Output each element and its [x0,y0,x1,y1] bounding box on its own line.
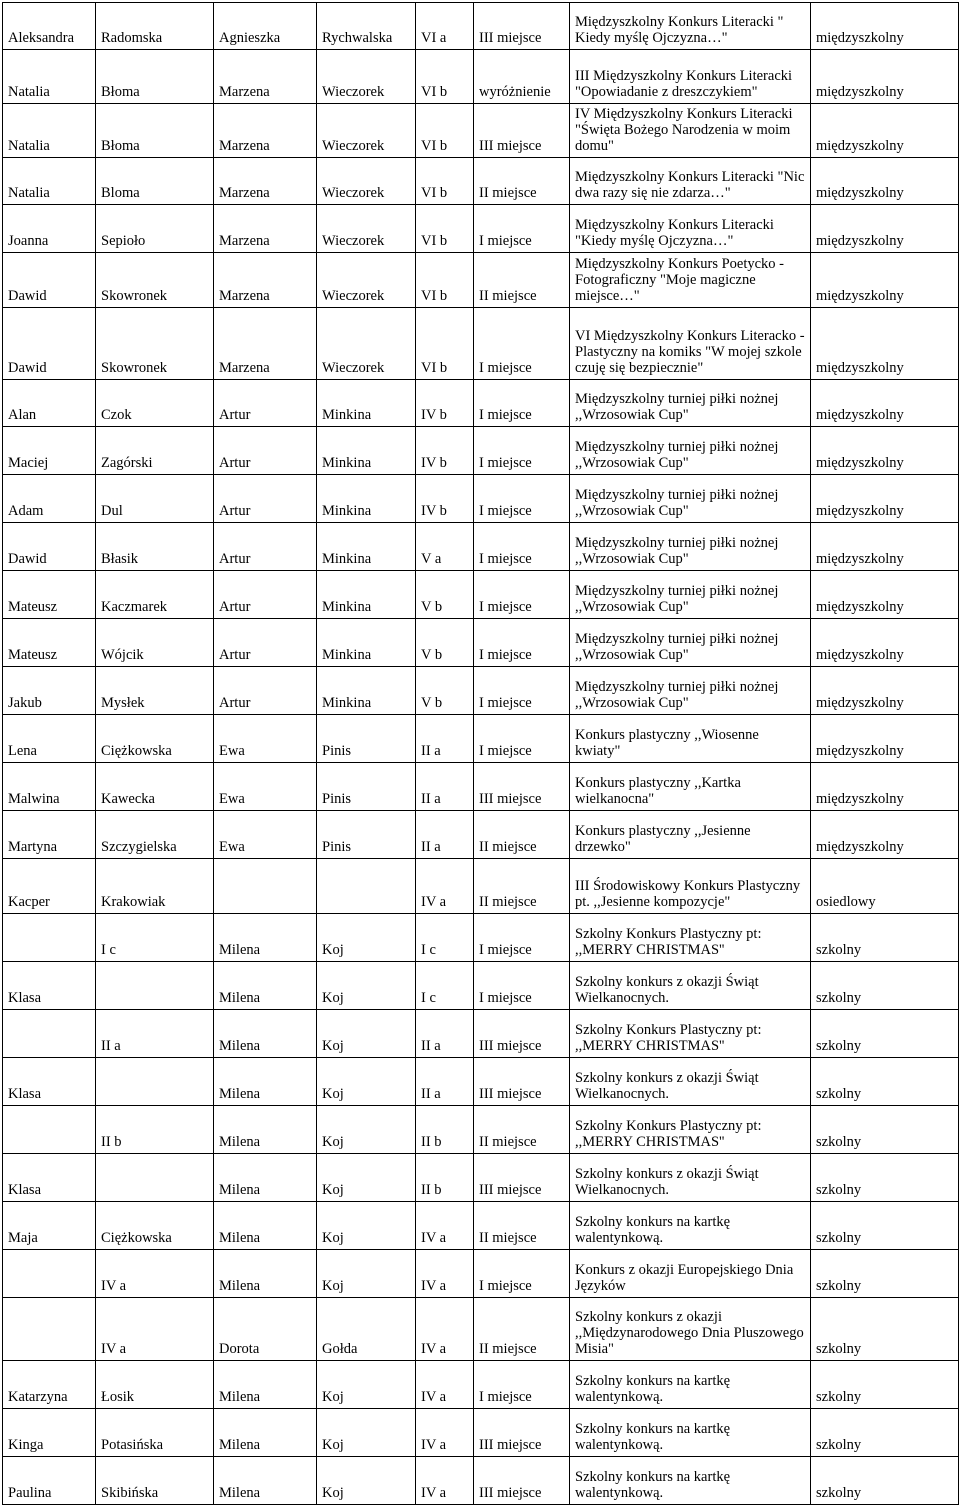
student-last-name: Bloma [96,158,214,205]
place-cell: I miejsce [474,914,570,962]
teacher-last-name: Minkina [317,667,416,715]
level-cell: międzyszkolny [811,715,959,763]
table-row [3,1409,959,1457]
teacher-first-name: Artur [214,427,317,475]
class-cell: IV a [416,1298,474,1361]
table-row [3,1106,959,1154]
competition-cell: Międzyszkolny turniej piłki nożnej ,,Wrzosowiak Cup" [570,475,811,523]
teacher-first-name: Milena [214,1058,317,1106]
competition-cell: Konkurs plastyczny ,,Jesienne drzewko" [570,811,811,859]
place-cell: III miejsce [474,1457,570,1505]
class-cell: VI a [416,3,474,50]
teacher-last-name: Minkina [317,475,416,523]
student-last-name: Skibińska [96,1457,214,1505]
student-last-name: Kawecka [96,763,214,811]
competition-cell: Międzyszkolny turniej piłki nożnej ,,Wrzosowiak Cup" [570,619,811,667]
place-cell: I miejsce [474,380,570,427]
teacher-last-name: Minkina [317,571,416,619]
table-row [3,1298,959,1361]
level-cell: międzyszkolny [811,308,959,380]
teacher-last-name: Koj [317,1010,416,1058]
level-cell: szkolny [811,1457,959,1505]
teacher-last-name: Wieczorek [317,205,416,253]
competition-cell: Konkurs plastyczny ,,Kartka wielkanocna" [570,763,811,811]
student-last-name: Krakowiak [96,859,214,914]
place-cell: II miejsce [474,158,570,205]
student-first-name: Joanna [3,205,96,253]
table-row [3,1457,959,1505]
competition-cell: Międzyszkolny turniej piłki nożnej ,,Wrzosowiak Cup" [570,427,811,475]
student-first-name: Mateusz [3,619,96,667]
competition-cell: IV Międzyszkolny Konkurs Literacki "Święta Bożego Narodzenia w moim domu" [570,104,811,158]
table-row [3,1010,959,1058]
results-body [3,3,959,1505]
class-cell: II b [416,1154,474,1202]
level-cell: międzyszkolny [811,104,959,158]
place-cell: I miejsce [474,667,570,715]
place-cell: II miejsce [474,1106,570,1154]
competition-cell: Międzyszkolny turniej piłki nożnej ,,Wrzosowiak Cup" [570,380,811,427]
competition-cell: Szkolny Konkurs Plastyczny pt: ,,MERRY CHRISTMAS'' [570,1106,811,1154]
table-row [3,619,959,667]
student-last-name: Potasińska [96,1409,214,1457]
place-cell: wyróżnienie [474,50,570,104]
student-last-name: Mysłek [96,667,214,715]
student-first-name: Maciej [3,427,96,475]
student-last-name: Radomska [96,3,214,50]
level-cell: międzyszkolny [811,253,959,308]
competition-cell: Międzyszkolny Konkurs Poetycko - Fotograficzny "Moje magiczne miejsce…" [570,253,811,308]
student-first-name [3,1298,96,1361]
student-last-name: Czok [96,380,214,427]
place-cell: III miejsce [474,1409,570,1457]
class-cell: II a [416,763,474,811]
level-cell: międzyszkolny [811,50,959,104]
student-first-name: Dawid [3,253,96,308]
teacher-last-name: Minkina [317,523,416,571]
class-cell: IV a [416,1361,474,1409]
teacher-last-name: Koj [317,1106,416,1154]
student-last-name: Błasik [96,523,214,571]
teacher-last-name [317,859,416,914]
student-last-name: Skowronek [96,308,214,380]
table-row [3,380,959,427]
level-cell: międzyszkolny [811,667,959,715]
level-cell: międzyszkolny [811,380,959,427]
teacher-first-name: Marzena [214,205,317,253]
table-row [3,1154,959,1202]
competition-cell: Międzyszkolny Konkurs Literacki "Nic dwa razy się nie zdarza…" [570,158,811,205]
level-cell: międzyszkolny [811,619,959,667]
teacher-first-name: Ewa [214,715,317,763]
class-cell: IV a [416,1409,474,1457]
student-first-name: Kinga [3,1409,96,1457]
class-cell: IV a [416,1202,474,1250]
place-cell: I miejsce [474,427,570,475]
class-cell: I c [416,962,474,1010]
student-first-name: Natalia [3,50,96,104]
table-row [3,475,959,523]
level-cell: szkolny [811,1154,959,1202]
teacher-first-name: Milena [214,1409,317,1457]
competition-cell: Szkolny konkurs z okazji Świąt Wielkanocnych. [570,962,811,1010]
level-cell: międzyszkolny [811,3,959,50]
class-cell: VI b [416,158,474,205]
class-cell: VI b [416,205,474,253]
place-cell: II miejsce [474,253,570,308]
place-cell: III miejsce [474,104,570,158]
table-row [3,859,959,914]
teacher-first-name: Dorota [214,1298,317,1361]
student-last-name: Szczygielska [96,811,214,859]
table-row [3,811,959,859]
teacher-first-name: Ewa [214,763,317,811]
student-last-name: Kaczmarek [96,571,214,619]
student-first-name: Natalia [3,158,96,205]
level-cell: szkolny [811,962,959,1010]
table-row [3,523,959,571]
table-row [3,571,959,619]
teacher-first-name: Milena [214,1154,317,1202]
competition-cell: Szkolny konkurs na kartkę walentynkową. [570,1361,811,1409]
place-cell: I miejsce [474,1361,570,1409]
teacher-first-name: Marzena [214,104,317,158]
student-last-name: Łosik [96,1361,214,1409]
class-cell: IV b [416,475,474,523]
table-row [3,104,959,158]
teacher-first-name: Milena [214,1457,317,1505]
student-last-name [96,962,214,1010]
place-cell: III miejsce [474,1154,570,1202]
competition-cell: Międzyszkolny turniej piłki nożnej ,,Wrzosowiak Cup" [570,667,811,715]
table-row [3,962,959,1010]
teacher-first-name: Marzena [214,253,317,308]
student-first-name: Lena [3,715,96,763]
teacher-first-name: Marzena [214,158,317,205]
competition-cell: Międzyszkolny Konkurs Literacki " Kiedy myślę Ojczyzna…" [570,3,811,50]
class-cell: IV b [416,427,474,475]
teacher-last-name: Wieczorek [317,158,416,205]
competition-cell: Międzyszkolny turniej piłki nożnej ,,Wrzosowiak Cup" [570,571,811,619]
teacher-first-name: Milena [214,1250,317,1298]
place-cell: I miejsce [474,962,570,1010]
student-first-name [3,1010,96,1058]
class-cell: VI b [416,253,474,308]
place-cell: I miejsce [474,523,570,571]
student-last-name: Ciężkowska [96,1202,214,1250]
teacher-first-name: Artur [214,380,317,427]
table-row [3,3,959,50]
teacher-first-name: Milena [214,1202,317,1250]
class-cell: V b [416,619,474,667]
student-first-name: Klasa [3,962,96,1010]
teacher-first-name: Artur [214,475,317,523]
student-first-name: Jakub [3,667,96,715]
student-last-name: Dul [96,475,214,523]
level-cell: szkolny [811,1058,959,1106]
teacher-first-name: Artur [214,523,317,571]
level-cell: szkolny [811,1250,959,1298]
student-first-name: Alan [3,380,96,427]
student-first-name: Klasa [3,1058,96,1106]
teacher-first-name: Ewa [214,811,317,859]
place-cell: III miejsce [474,1058,570,1106]
student-last-name: Skowronek [96,253,214,308]
class-cell: II a [416,715,474,763]
teacher-last-name: Gołda [317,1298,416,1361]
table-row [3,667,959,715]
class-cell: VI b [416,50,474,104]
class-cell: V a [416,523,474,571]
class-cell: I c [416,914,474,962]
competition-cell: VI Międzyszkolny Konkurs Literacko - Plastyczny na komiks "W mojej szkole czuję się bezpiecznie" [570,308,811,380]
student-last-name: Zagórski [96,427,214,475]
class-cell: II a [416,811,474,859]
competition-cell: Konkurs z okazji Europejskiego Dnia Języków [570,1250,811,1298]
teacher-first-name: Milena [214,1010,317,1058]
teacher-last-name: Minkina [317,427,416,475]
student-first-name [3,1106,96,1154]
table-row [3,158,959,205]
class-cell: IV b [416,380,474,427]
level-cell: międzyszkolny [811,205,959,253]
place-cell: I miejsce [474,475,570,523]
level-cell: szkolny [811,1106,959,1154]
table-row [3,715,959,763]
level-cell: szkolny [811,1298,959,1361]
teacher-first-name: Milena [214,914,317,962]
student-first-name: Malwina [3,763,96,811]
competition-cell: Międzyszkolny Konkurs Literacki "Kiedy myślę Ojczyzna…" [570,205,811,253]
teacher-last-name: Pinis [317,763,416,811]
teacher-first-name: Artur [214,571,317,619]
student-first-name: Aleksandra [3,3,96,50]
student-last-name [96,1058,214,1106]
class-cell: IV a [416,1457,474,1505]
teacher-first-name: Milena [214,1106,317,1154]
teacher-first-name: Marzena [214,50,317,104]
table-row [3,308,959,380]
student-last-name: Błoma [96,104,214,158]
student-first-name: Natalia [3,104,96,158]
student-last-name: II b [96,1106,214,1154]
student-last-name: Ciężkowska [96,715,214,763]
level-cell: międzyszkolny [811,763,959,811]
teacher-first-name: Marzena [214,308,317,380]
student-first-name [3,914,96,962]
student-first-name: Dawid [3,308,96,380]
teacher-last-name: Minkina [317,380,416,427]
competition-cell: Szkolny Konkurs Plastyczny pt: ,,MERRY CHRISTMAS'' [570,914,811,962]
table-row [3,50,959,104]
level-cell: szkolny [811,1361,959,1409]
place-cell: I miejsce [474,715,570,763]
teacher-last-name: Minkina [317,619,416,667]
table-row [3,1361,959,1409]
student-first-name: Klasa [3,1154,96,1202]
student-last-name: I c [96,914,214,962]
student-last-name: IV a [96,1298,214,1361]
teacher-last-name: Koj [317,1361,416,1409]
student-last-name [96,1154,214,1202]
student-last-name: Błoma [96,50,214,104]
student-last-name: Wójcik [96,619,214,667]
student-first-name: Paulina [3,1457,96,1505]
student-first-name: Maja [3,1202,96,1250]
student-last-name: Sepioło [96,205,214,253]
place-cell: II miejsce [474,859,570,914]
results-table [2,2,959,1505]
table-row [3,1250,959,1298]
student-first-name [3,1250,96,1298]
table-row [3,1058,959,1106]
teacher-first-name [214,859,317,914]
class-cell: IV a [416,1250,474,1298]
class-cell: IV a [416,859,474,914]
level-cell: szkolny [811,1409,959,1457]
class-cell: V b [416,571,474,619]
place-cell: I miejsce [474,205,570,253]
teacher-last-name: Pinis [317,715,416,763]
student-first-name: Mateusz [3,571,96,619]
teacher-last-name: Koj [317,962,416,1010]
table-row [3,914,959,962]
table-row [3,253,959,308]
teacher-first-name: Artur [214,667,317,715]
teacher-last-name: Koj [317,1250,416,1298]
level-cell: szkolny [811,1202,959,1250]
competition-cell: Szkolny konkurs na kartkę walentynkową. [570,1409,811,1457]
student-first-name: Katarzyna [3,1361,96,1409]
level-cell: międzyszkolny [811,523,959,571]
teacher-last-name: Koj [317,1154,416,1202]
class-cell: II a [416,1058,474,1106]
class-cell: V b [416,667,474,715]
teacher-last-name: Wieczorek [317,50,416,104]
teacher-last-name: Koj [317,914,416,962]
level-cell: międzyszkolny [811,427,959,475]
competition-cell: III Międzyszkolny Konkurs Literacki "Opowiadanie z dreszczykiem" [570,50,811,104]
teacher-last-name: Koj [317,1058,416,1106]
competition-cell: Konkurs plastyczny ,,Wiosenne kwiaty" [570,715,811,763]
student-last-name: IV a [96,1250,214,1298]
place-cell: III miejsce [474,3,570,50]
competition-cell: Międzyszkolny turniej piłki nożnej ,,Wrzosowiak Cup" [570,523,811,571]
class-cell: VI b [416,308,474,380]
class-cell: II b [416,1106,474,1154]
teacher-last-name: Rychwalska [317,3,416,50]
competition-cell: Szkolny konkurs z okazji ,,Międzynarodowego Dnia Pluszowego Misia" [570,1298,811,1361]
table-row [3,427,959,475]
teacher-last-name: Koj [317,1202,416,1250]
teacher-first-name: Artur [214,619,317,667]
level-cell: osiedlowy [811,859,959,914]
level-cell: szkolny [811,914,959,962]
teacher-last-name: Pinis [317,811,416,859]
table-row [3,763,959,811]
teacher-last-name: Wieczorek [317,253,416,308]
place-cell: I miejsce [474,1250,570,1298]
competition-cell: III Środowiskowy Konkurs Plastyczny pt. ,,Jesienne kompozycje" [570,859,811,914]
level-cell: międzyszkolny [811,158,959,205]
student-last-name: II a [96,1010,214,1058]
place-cell: I miejsce [474,571,570,619]
competition-cell: Szkolny konkurs na kartkę walentynkową. [570,1457,811,1505]
teacher-first-name: Agnieszka [214,3,317,50]
place-cell: I miejsce [474,308,570,380]
place-cell: I miejsce [474,619,570,667]
place-cell: III miejsce [474,1010,570,1058]
class-cell: VI b [416,104,474,158]
level-cell: międzyszkolny [811,475,959,523]
student-first-name: Adam [3,475,96,523]
teacher-last-name: Koj [317,1457,416,1505]
place-cell: II miejsce [474,1202,570,1250]
student-first-name: Martyna [3,811,96,859]
teacher-first-name: Milena [214,1361,317,1409]
student-first-name: Kacper [3,859,96,914]
competition-cell: Szkolny konkurs na kartkę walentynkową. [570,1202,811,1250]
competition-cell: Szkolny Konkurs Plastyczny pt: ,,MERRY CHRISTMAS'' [570,1010,811,1058]
level-cell: międzyszkolny [811,571,959,619]
competition-cell: Szkolny konkurs z okazji Świąt Wielkanocnych. [570,1058,811,1106]
teacher-first-name: Milena [214,962,317,1010]
class-cell: II a [416,1010,474,1058]
table-row [3,1202,959,1250]
level-cell: międzyszkolny [811,811,959,859]
place-cell: II miejsce [474,811,570,859]
table-row [3,205,959,253]
teacher-last-name: Wieczorek [317,308,416,380]
level-cell: szkolny [811,1010,959,1058]
place-cell: II miejsce [474,1298,570,1361]
competition-cell: Szkolny konkurs z okazji Świąt Wielkanocnych. [570,1154,811,1202]
place-cell: III miejsce [474,763,570,811]
teacher-last-name: Wieczorek [317,104,416,158]
teacher-last-name: Koj [317,1409,416,1457]
student-first-name: Dawid [3,523,96,571]
